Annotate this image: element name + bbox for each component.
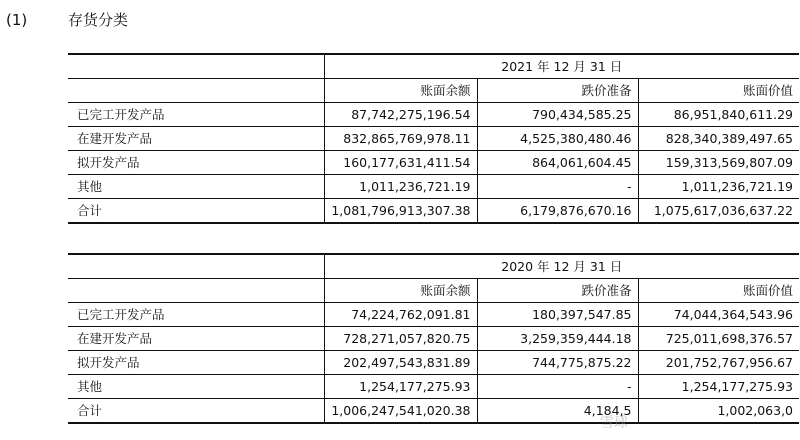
row-label: 已完工开发产品	[68, 103, 324, 127]
empty-cell	[68, 279, 324, 303]
cell-impairment: 864,061,604.45	[477, 151, 638, 175]
cell-book-balance: 728,271,057,820.75	[324, 327, 477, 351]
cell-book-value: 1,002,063,0	[638, 399, 799, 424]
row-label: 其他	[68, 375, 324, 399]
row-label: 在建开发产品	[68, 327, 324, 351]
cell-impairment: 744,775,875.22	[477, 351, 638, 375]
table-row	[68, 351, 799, 375]
cell-book-balance: 87,742,275,196.54	[324, 103, 477, 127]
column-header-book-value: 账面价值	[638, 279, 799, 303]
cell-book-balance: 202,497,543,831.89	[324, 351, 477, 375]
column-header-impairment: 跌价准备	[477, 79, 638, 103]
row-label: 合计	[68, 199, 324, 224]
section-title: 存货分类	[68, 11, 129, 29]
cell-book-value: 74,044,364,543.96	[638, 303, 799, 327]
table-row	[68, 303, 799, 327]
cell-impairment: 180,397,547.85	[477, 303, 638, 327]
table-date: 2020 年 12 月 31 日	[324, 254, 799, 279]
table-date-row	[68, 254, 799, 279]
column-header-book-value: 账面价值	[638, 79, 799, 103]
table-header-row	[68, 279, 799, 303]
row-label: 其他	[68, 175, 324, 199]
cell-book-value: 159,313,569,807.09	[638, 151, 799, 175]
row-label: 合计	[68, 399, 324, 424]
table-date: 2021 年 12 月 31 日	[324, 54, 799, 79]
inventory-table-2020	[68, 253, 799, 424]
empty-cell	[68, 254, 324, 279]
cell-book-value: 1,011,236,721.19	[638, 175, 799, 199]
empty-cell	[68, 79, 324, 103]
cell-book-balance: 74,224,762,091.81	[324, 303, 477, 327]
watermark: 雪球	[600, 415, 628, 431]
cell-impairment: 790,434,585.25	[477, 103, 638, 127]
cell-impairment: 3,259,359,444.18	[477, 327, 638, 351]
cell-book-value: 201,752,767,956.67	[638, 351, 799, 375]
row-label: 拟开发产品	[68, 151, 324, 175]
cell-book-value: 725,011,698,376.57	[638, 327, 799, 351]
table-row	[68, 175, 799, 199]
cell-book-balance: 1,011,236,721.19	[324, 175, 477, 199]
table-row	[68, 103, 799, 127]
table-row	[68, 127, 799, 151]
column-header-book-balance: 账面余额	[324, 279, 477, 303]
table-date-row	[68, 54, 799, 79]
cell-book-balance: 1,081,796,913,307.38	[324, 199, 477, 224]
table-header-row	[68, 79, 799, 103]
row-label: 拟开发产品	[68, 351, 324, 375]
inventory-table-2021	[68, 53, 799, 224]
row-label: 在建开发产品	[68, 127, 324, 151]
cell-book-balance: 1,254,177,275.93	[324, 375, 477, 399]
cell-book-value: 1,254,177,275.93	[638, 375, 799, 399]
cell-impairment: 4,184,5	[477, 399, 638, 424]
cell-impairment: -	[477, 375, 638, 399]
table-total-row	[68, 199, 799, 224]
cell-book-balance: 832,865,769,978.11	[324, 127, 477, 151]
cell-book-value: 86,951,840,611.29	[638, 103, 799, 127]
cell-book-value: 828,340,389,497.65	[638, 127, 799, 151]
cell-impairment: -	[477, 175, 638, 199]
row-label: 已完工开发产品	[68, 303, 324, 327]
empty-cell	[68, 54, 324, 79]
cell-book-balance: 1,006,247,541,020.38	[324, 399, 477, 424]
column-header-book-balance: 账面余额	[324, 79, 477, 103]
cell-impairment: 6,179,876,670.16	[477, 199, 638, 224]
cell-book-value: 1,075,617,036,637.22	[638, 199, 799, 224]
column-header-impairment: 跌价准备	[477, 279, 638, 303]
table-row	[68, 327, 799, 351]
cell-book-balance: 160,177,631,411.54	[324, 151, 477, 175]
table-row	[68, 375, 799, 399]
table-row	[68, 151, 799, 175]
section-number: (1)	[6, 11, 28, 29]
cell-impairment: 4,525,380,480.46	[477, 127, 638, 151]
